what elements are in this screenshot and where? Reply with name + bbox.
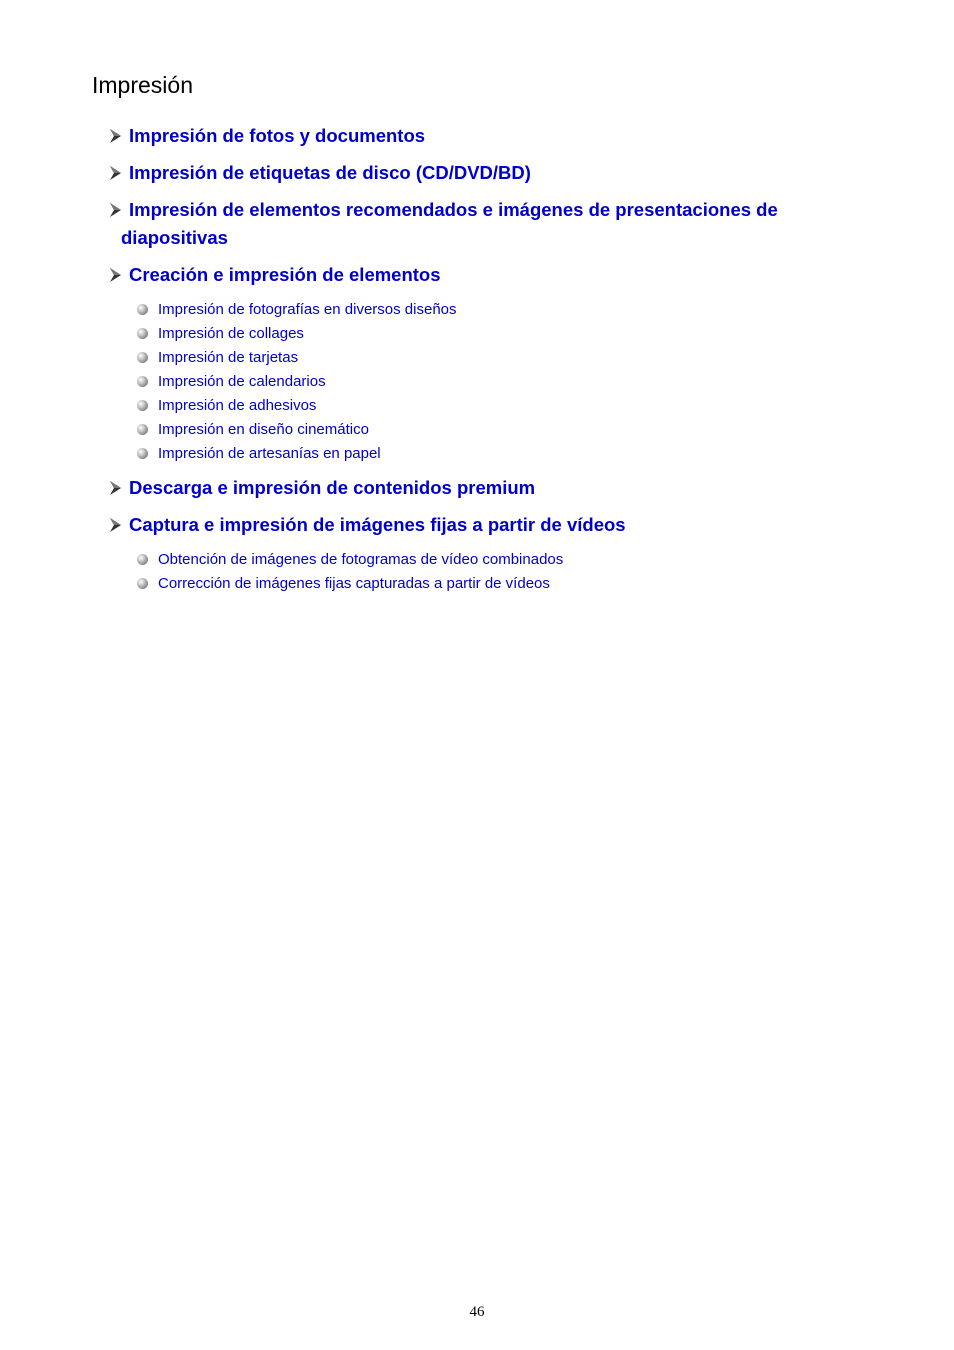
bullet-icon xyxy=(137,400,148,411)
chevron-right-icon xyxy=(108,267,124,283)
chevron-right-icon xyxy=(108,517,124,533)
list-item xyxy=(137,548,563,572)
section-link-creacion-elementos[interactable] xyxy=(108,261,828,289)
sub-link[interactable]: Impresión de calendarios xyxy=(158,373,326,390)
section-link-etiquetas-disco[interactable] xyxy=(108,159,828,187)
section-item xyxy=(108,474,828,502)
sub-link[interactable]: Obtención de imágenes de fotogramas de vídeo combinados xyxy=(158,551,564,568)
section-link-elementos-recomendados[interactable] xyxy=(108,196,828,252)
section-label: Creación e impresión de elementos xyxy=(129,264,441,285)
section-link-captura-videos[interactable] xyxy=(108,511,828,539)
sub-list-captura xyxy=(137,548,563,596)
sub-link[interactable]: Impresión de fotografías en diversos diseños xyxy=(158,301,457,318)
section-label: Impresión de fotos y documentos xyxy=(129,125,426,146)
bullet-icon xyxy=(137,554,148,565)
section-label: Descarga e impresión de contenidos premium xyxy=(129,477,536,498)
list-item xyxy=(137,572,563,596)
bullet-icon xyxy=(137,578,148,589)
list-item xyxy=(137,322,457,346)
list-item xyxy=(137,418,457,442)
sub-list-creacion xyxy=(137,298,457,466)
section-item xyxy=(108,511,828,539)
section-item xyxy=(108,261,828,289)
list-item xyxy=(137,346,457,370)
chevron-right-icon xyxy=(108,128,124,144)
chevron-right-icon xyxy=(108,202,124,218)
sub-link[interactable]: Impresión de tarjetas xyxy=(158,349,299,366)
section-label-line2: diapositivas xyxy=(121,227,228,248)
section-link-fotos-documentos[interactable] xyxy=(108,122,828,150)
section-item xyxy=(108,196,828,252)
bullet-icon xyxy=(137,352,148,363)
list-item xyxy=(137,394,457,418)
section-label-line1: Impresión de elementos recomendados e imágenes de presentaciones de xyxy=(129,199,778,220)
list-item xyxy=(137,298,457,322)
bullet-icon xyxy=(137,304,148,315)
sub-link[interactable]: Impresión de adhesivos xyxy=(158,397,317,414)
section-label: Impresión de etiquetas de disco (CD/DVD/BD) xyxy=(129,162,531,183)
section-item xyxy=(108,122,828,150)
bullet-icon xyxy=(137,376,148,387)
sub-link[interactable]: Impresión de artesanías en papel xyxy=(158,445,381,462)
chevron-right-icon xyxy=(108,165,124,181)
sub-link[interactable]: Corrección de imágenes fijas capturadas a partir de vídeos xyxy=(158,575,550,592)
bullet-icon xyxy=(137,448,148,459)
chevron-right-icon xyxy=(108,480,124,496)
list-item xyxy=(137,370,457,394)
sub-link[interactable]: Impresión de collages xyxy=(158,325,304,342)
page-title: Impresión xyxy=(92,72,193,98)
section-item xyxy=(108,159,828,187)
bullet-icon xyxy=(137,424,148,435)
section-link-contenidos-premium[interactable] xyxy=(108,474,828,502)
page-number: 46 xyxy=(469,1304,485,1320)
section-label: Captura e impresión de imágenes fijas a partir de vídeos xyxy=(129,514,626,535)
sub-link[interactable]: Impresión en diseño cinemático xyxy=(158,421,369,438)
bullet-icon xyxy=(137,328,148,339)
list-item xyxy=(137,442,457,466)
